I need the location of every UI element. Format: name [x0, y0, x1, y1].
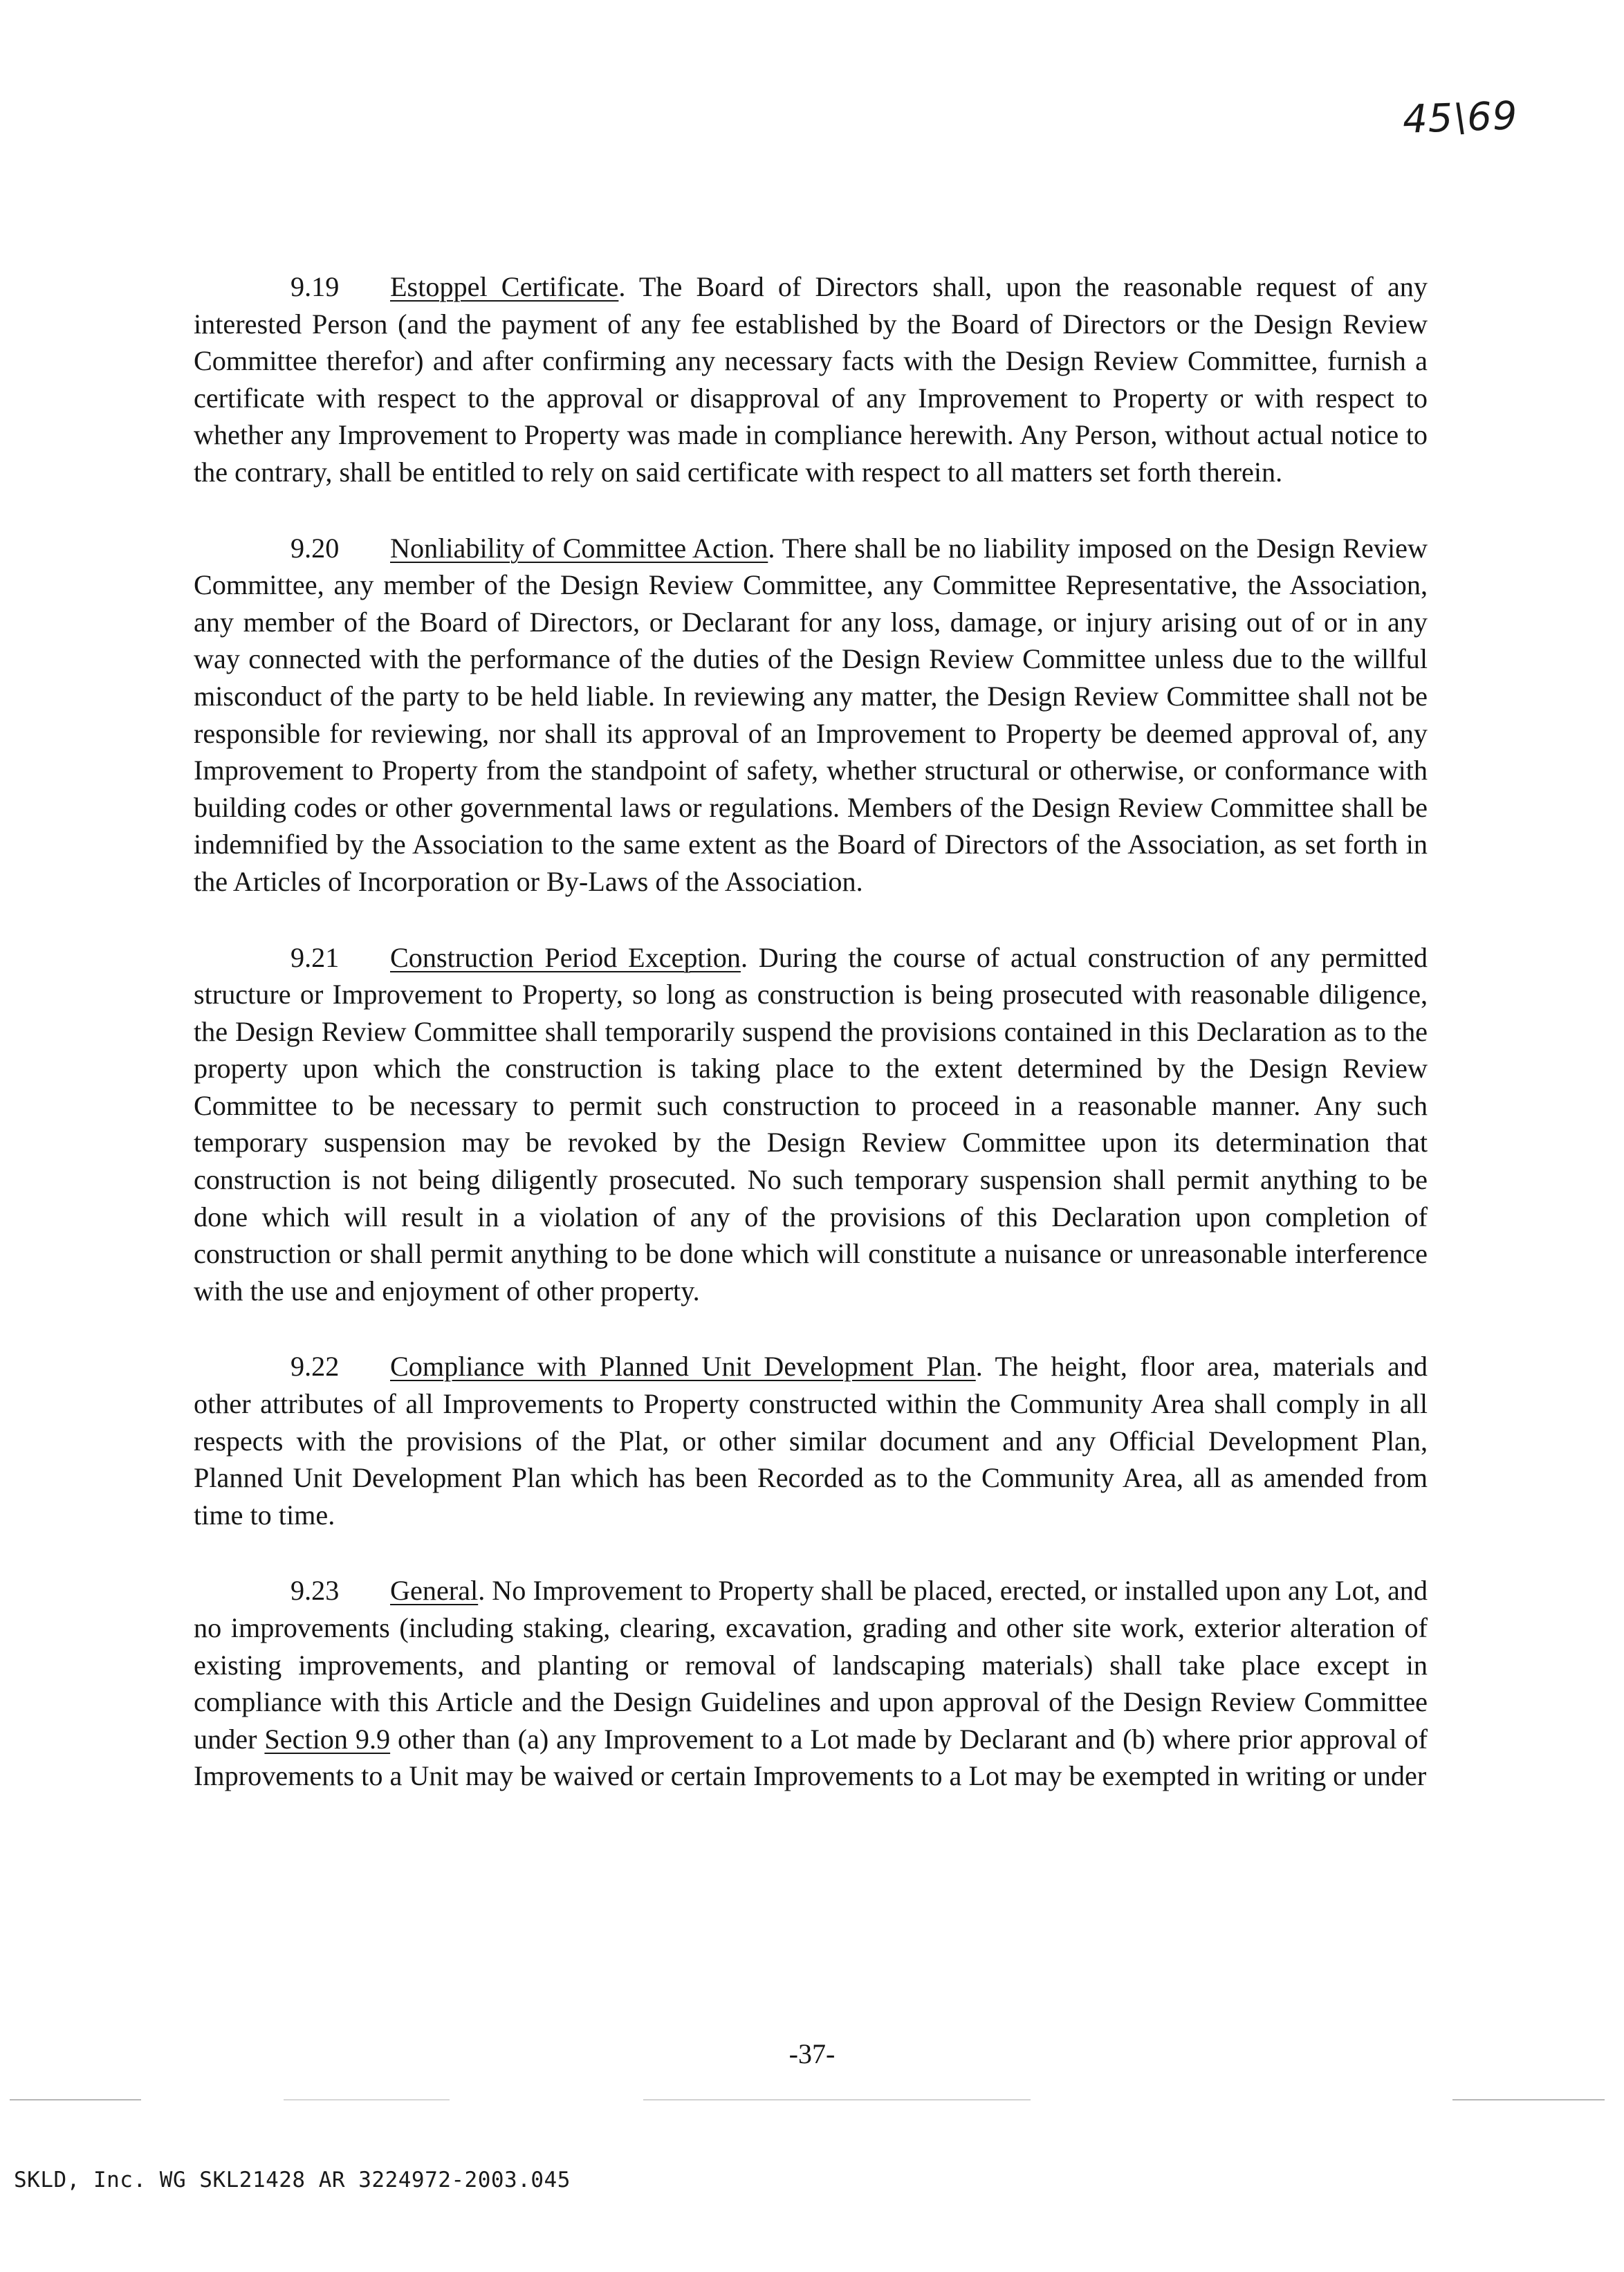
scan-artifact-line: [643, 2099, 1031, 2100]
section-title: Nonliability of Committee Action: [390, 532, 768, 564]
handwritten-page-mark: 45\69: [1401, 93, 1519, 142]
section-text: . There shall be no liability imposed on the Design Review Committee, any member of the Design Review Committee, any Committee Representative, the Association, any member of the Board of Directors, or Declarant for any loss, damage, or injury arising out of or in any way connected with the performance of the duties of the Design Review Committee unless due to the willful misconduct of the party to be held liable. In reviewing any matter, the Design Review Committee shall not be responsible for reviewing, nor shall its approval of an Improvement to Property be deemed approval of, any Improvement to Property from the standpoint of safety, whether structural or otherwise, or conformance with building codes or other governmental laws or regulations. Members of the Design Review Committee shall be indemnified by the Association to the same extent as the Board of Directors of the Association, as set forth in the Articles of Incorporation or By-Laws of the Association.: [194, 532, 1428, 897]
scan-artifact-line: [1452, 2099, 1605, 2100]
section-title: General: [390, 1575, 479, 1607]
section-text: . The Board of Directors shall, upon the reasonable request of any interested Person (and the payment of any fee established by the Board of Directors or the Design Review Committee therefor) and after confirming any necessary facts with the Design Review Committee, furnish a certificate with respect to the approval or disapproval of any Improvement to Property or with respect to whether any Improvement to Property was made in compliance herewith. Any Person, without actual notice to the contrary, shall be entitled to rely on said certificate with respect to all matters set forth therein.: [194, 271, 1428, 488]
section-text-continued: other than (a) any Improvement to a Lot made by Declarant and (b) where prior approval of Improvements to a Unit may be waived or certain Improvements to a Lot may be exempted in writing or under: [194, 1723, 1428, 1792]
scan-artifact-line: [284, 2099, 450, 2100]
section-number: 9.19: [290, 271, 340, 302]
section-9-20: [194, 530, 1428, 901]
scan-artifact-line: [10, 2099, 141, 2100]
footer-document-id: SKLD, Inc. WG SKL21428 AR 3224972-2003.045: [14, 2168, 571, 2192]
document-body: [194, 268, 1428, 1834]
section-9-23: [194, 1572, 1428, 1795]
section-number: 9.23: [290, 1575, 340, 1607]
section-text: . During the course of actual construction of any permitted structure or Improvement to Property, so long as construction is being prosecuted with reasonable diligence, the Design Review Committee shall temporarily suspend the provisions contained in this Declaration as to the property upon which the construction is taking place to the extent determined by the Design Review Committee to be necessary to permit such construction to proceed in a reasonable manner. Any such temporary suspension may be revoked by the Design Review Committee upon its determination that construction is not being diligently prosecuted. No such temporary suspension shall permit anything to be done which will result in a violation of any of the provisions of this Declaration upon completion of construction or shall permit anything to be done which will constitute a nuisance or unreasonable interference with the use and enjoyment of other property.: [194, 941, 1428, 1306]
section-number: 9.21: [290, 941, 340, 973]
section-text: . The height, floor area, materials and other attributes of all Improvements to Property constructed within the Community Area shall comply in all respects with the provisions of the Plat, or other similar document and any Official Development Plan, Planned Unit Development Plan which has been Recorded as to the Community Area, all as amended from time to time.: [194, 1351, 1428, 1531]
page-number: -37-: [788, 2038, 836, 2069]
section-title: Estoppel Certificate: [390, 271, 619, 302]
section-number: 9.22: [290, 1351, 340, 1383]
section-reference: Section 9.9: [264, 1723, 391, 1755]
section-title: Compliance with Planned Unit Development Plan: [390, 1351, 976, 1383]
section-9-21: [194, 939, 1428, 1310]
section-9-22: [194, 1348, 1428, 1533]
section-text: . No Improvement to Property shall be placed, erected, or installed upon any Lot, and no improvements (including staking, clearing, excavation, grading and other site work, exterior alteration of existing improvements, and planting or removal of landscaping materials) shall take place except in compliance with this Article and the Design Guidelines and upon approval of the Design Review Committee under: [194, 1575, 1428, 1755]
section-9-19: [194, 268, 1428, 491]
section-number: 9.20: [290, 532, 340, 564]
section-title: Construction Period Exception: [390, 941, 741, 973]
